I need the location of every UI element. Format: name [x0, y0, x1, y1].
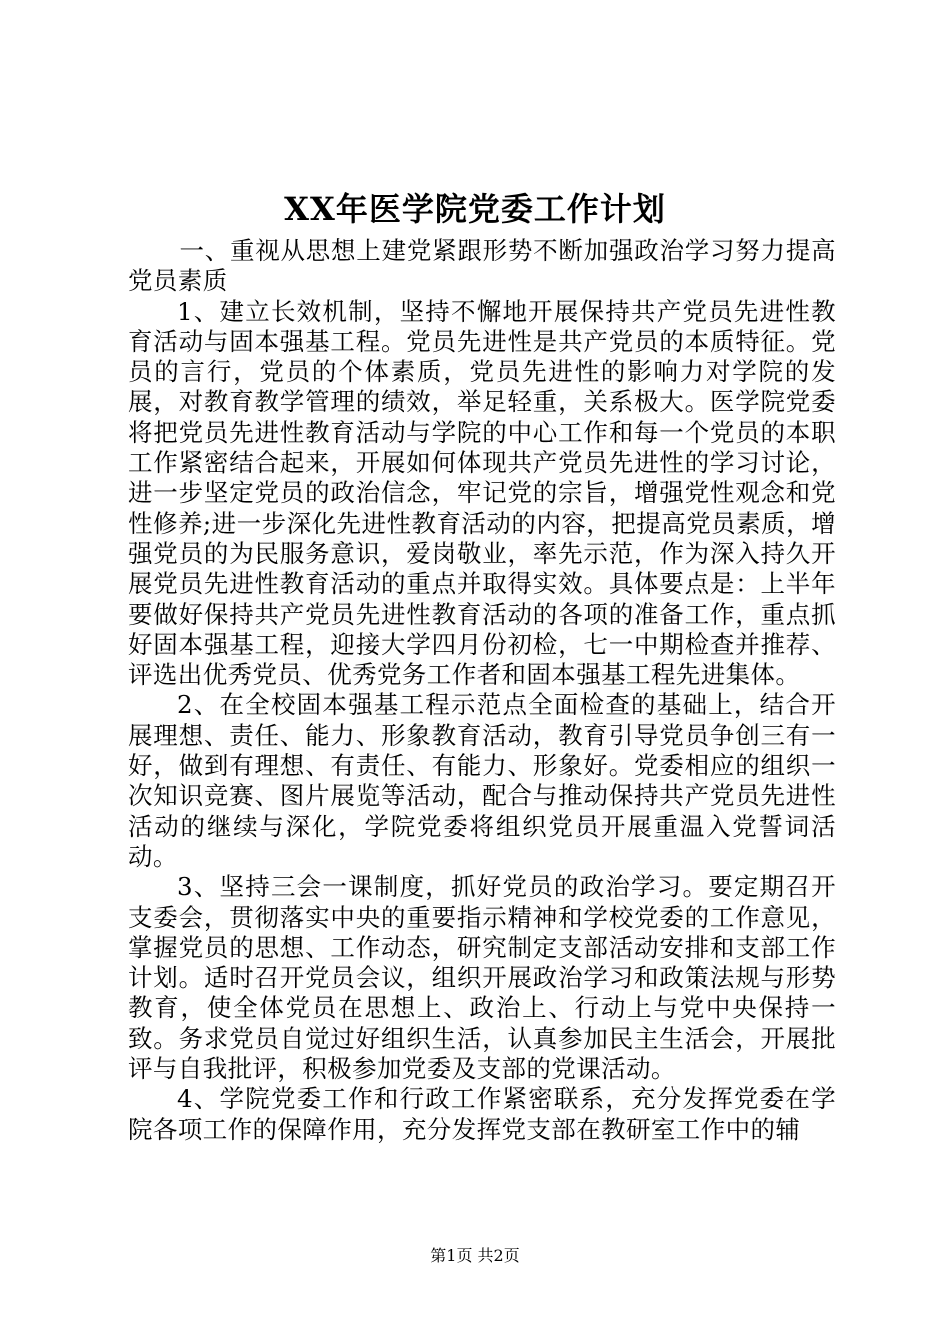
paragraph-1: 1、建立长效机制，坚持不懈地开展保持共产党员先进性教育活动与固本强基工程。党员先进性是共产党员的本质特征。党员的言行，党员的个体素质，党员先进性的影响力对学院的发展，对教育教学管理的绩效，举足轻重，关系极大。医学院党委将把党员先进性教育活动与学院的中心工作和每一个党员的本职工作紧密结合起来，开展如何体现共产党员先进性的学习讨论，进一步坚定党员的政治信念，牢记党的宗旨，增强党性观念和党性修养;进一步深化先进性教育活动的内容，把提高党员素质，增强党员的为民服务意识，爱岗敬业，率先示范，作为深入持久开展党员先进性教育活动的重点并取得实效。具体要点是：上半年要做好保持共产党员先进性教育活动的各项的准备工作，重点抓好固本强基工程，迎接大学四月份初检，七一中期检查并推荐、评选出优秀党员、优秀党务工作者和固本强基工程先进集体。: [128, 296, 836, 690]
paragraph-3: 3、坚持三会一课制度，抓好党员的政治学习。要定期召开支委会，贯彻落实中央的重要指示精神和学校党委的工作意见，掌握党员的思想、工作动态，研究制定支部活动安排和支部工作计划。适时召开党员会议，组织开展政治学习和政策法规与形势教育，使全体党员在思想上、政治上、行动上与党中央保持一致。务求党员自觉过好组织生活，认真参加民主生活会，开展批评与自我批评，积极参加党委及支部的党课活动。: [128, 872, 836, 1084]
section-heading: 一、重视从思想上建党紧跟形势不断加强政治学习努力提高党员素质: [128, 236, 836, 296]
document-body: [128, 236, 836, 1145]
document-title: XX年医学院党委工作计划: [284, 190, 666, 228]
page-number: 第1页 共2页: [430, 1246, 520, 1265]
paragraph-4: 4、学院党委工作和行政工作紧密联系，充分发挥党委在学院各项工作的保障作用，充分发挥党支部在教研室工作中的辅: [128, 1084, 836, 1144]
paragraph-2: 2、在全校固本强基工程示范点全面检查的基础上，结合开展理想、责任、能力、形象教育活动，教育引导党员争创三有一好，做到有理想、有责任、有能力、形象好。党委相应的组织一次知识竞赛、图片展览等活动，配合与推动保持共产党员先进性活动的继续与深化，学院党委将组织党员开展重温入党誓词活动。: [128, 690, 836, 871]
page-footer: [0, 1244, 950, 1268]
